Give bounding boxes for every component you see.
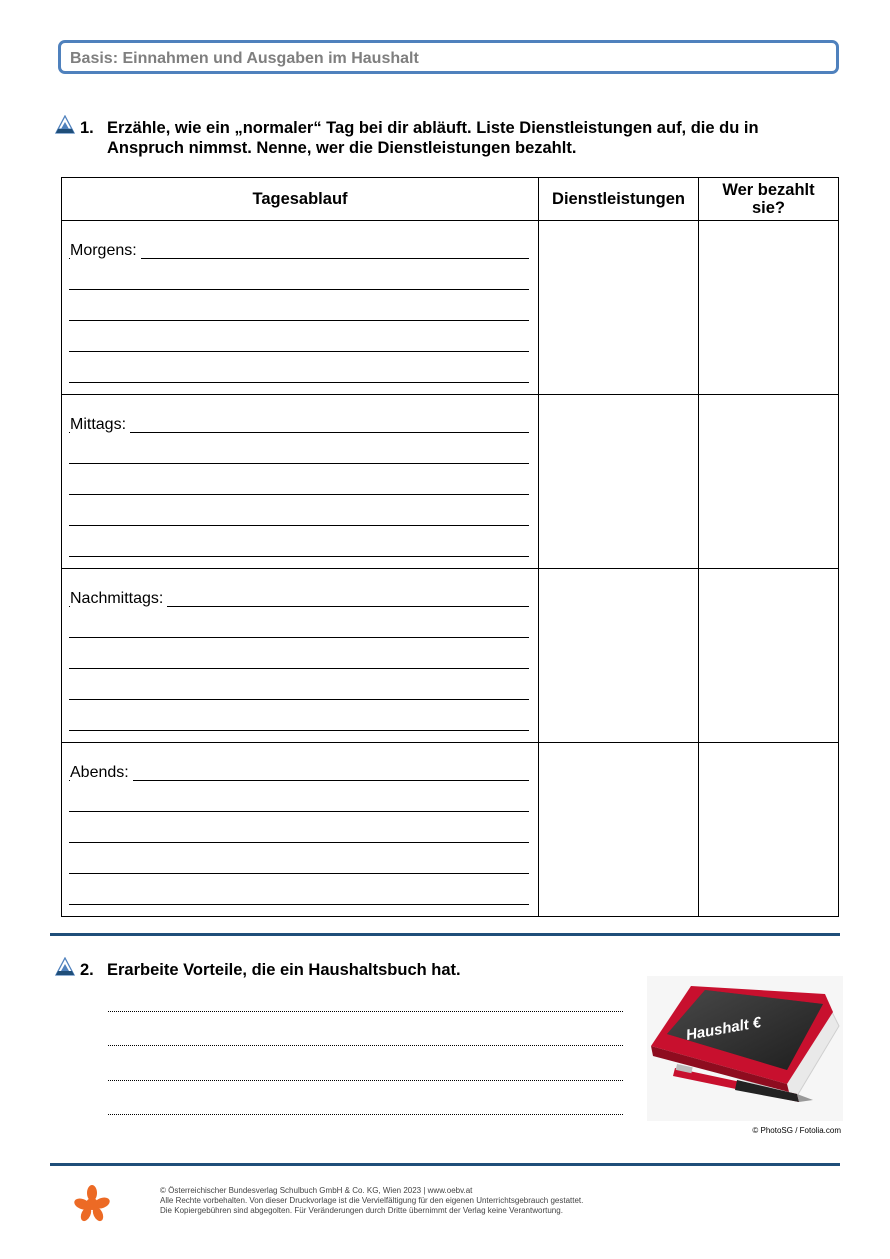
footer-line-1: © Österreichischer Bundesverlag Schulbuch GmbH & Co. KG, Wien 2023 | www.oebv.at <box>160 1186 473 1195</box>
table-row-abends <box>62 743 839 917</box>
answer-line[interactable] <box>69 842 529 843</box>
morgens-writing-cell[interactable] <box>62 221 539 395</box>
task-1 <box>80 118 840 162</box>
header-wer-bezahlt: Wer bezahlt sie? <box>699 178 839 221</box>
dotted-answer-line[interactable] <box>108 1045 623 1046</box>
answer-line[interactable] <box>69 668 529 669</box>
task-1-line-1: Erzähle, wie ein „normaler“ Tag bei dir abläuft. Liste Dienstleistungen auf, die du in <box>107 119 759 137</box>
mittags-writing-cell[interactable] <box>62 395 539 569</box>
level-pyramid-icon <box>55 115 75 135</box>
abends-wer-bezahlt-cell[interactable] <box>699 743 839 917</box>
worksheet-title: Basis: Einnahmen und Ausgaben im Haushalt <box>70 50 419 67</box>
answer-line[interactable] <box>69 382 529 383</box>
haushaltsbuch-photo <box>647 976 843 1121</box>
worksheet-title-box <box>58 40 839 74</box>
mittags-dienstleistungen-cell[interactable] <box>539 395 699 569</box>
answer-line[interactable] <box>69 320 529 321</box>
footer-copyright <box>160 1186 583 1216</box>
task-2-number: 2. <box>80 961 94 979</box>
answer-line[interactable] <box>69 873 529 874</box>
table-row-nachmittags <box>62 569 839 743</box>
level-pyramid-icon <box>55 957 75 977</box>
answer-line[interactable] <box>69 351 529 352</box>
footer-line-3: Die Kopiergebühren sind abgegolten. Für Veränderungen durch Dritte übernimmt der Verlag keine Verantwortung. <box>160 1206 563 1215</box>
mittags-wer-bezahlt-cell[interactable] <box>699 395 839 569</box>
dotted-answer-line[interactable] <box>108 1080 623 1081</box>
section-divider <box>50 933 840 936</box>
answer-line[interactable] <box>69 525 529 526</box>
nachmittags-wer-bezahlt-cell[interactable] <box>699 569 839 743</box>
book-cover-label: Haushalt € <box>684 1014 763 1044</box>
row-label-nachmittags: Nachmittags: <box>70 590 167 608</box>
answer-line[interactable] <box>69 289 529 290</box>
answer-line[interactable] <box>69 463 529 464</box>
answer-line[interactable] <box>69 494 529 495</box>
daily-routine-table <box>61 177 839 917</box>
answer-line[interactable] <box>69 730 529 731</box>
footer-divider <box>50 1163 840 1166</box>
morgens-dienstleistungen-cell[interactable] <box>539 221 699 395</box>
photo-credit: © PhotoSG / Fotolia.com <box>752 1126 841 1135</box>
task-2-text: Erarbeite Vorteile, die ein Haushaltsbuch hat. <box>107 961 461 979</box>
header-tagesablauf: Tagesablauf <box>62 178 539 221</box>
answer-line[interactable] <box>69 556 529 557</box>
task-1-line-2: Anspruch nimmst. Nenne, wer die Dienstleistungen bezahlt. <box>107 139 577 157</box>
nachmittags-dienstleistungen-cell[interactable] <box>539 569 699 743</box>
morgens-wer-bezahlt-cell[interactable] <box>699 221 839 395</box>
answer-line[interactable] <box>69 699 529 700</box>
table-header-row <box>62 178 839 221</box>
nachmittags-writing-cell[interactable] <box>62 569 539 743</box>
abends-writing-cell[interactable] <box>62 743 539 917</box>
header-dienstleistungen: Dienstleistungen <box>539 178 699 221</box>
row-label-mittags: Mittags: <box>70 416 130 434</box>
row-label-abends: Abends: <box>70 764 133 782</box>
answer-line[interactable] <box>69 432 529 433</box>
answer-line[interactable] <box>69 637 529 638</box>
abends-dienstleistungen-cell[interactable] <box>539 743 699 917</box>
publisher-logo-icon <box>73 1184 111 1222</box>
task-1-number: 1. <box>80 119 94 137</box>
answer-line[interactable] <box>69 780 529 781</box>
dotted-answer-line[interactable] <box>108 1011 623 1012</box>
table-row-morgens <box>62 221 839 395</box>
footer-line-2: Alle Rechte vorbehalten. Von dieser Druckvorlage ist die Vervielfältigung für den eigenen Unterrichtsgebrauch gestattet. <box>160 1196 584 1205</box>
row-label-morgens: Morgens: <box>70 242 141 260</box>
task-2 <box>80 960 580 982</box>
table-row-mittags <box>62 395 839 569</box>
dotted-answer-line[interactable] <box>108 1114 623 1115</box>
answer-line[interactable] <box>69 904 529 905</box>
answer-line[interactable] <box>69 811 529 812</box>
